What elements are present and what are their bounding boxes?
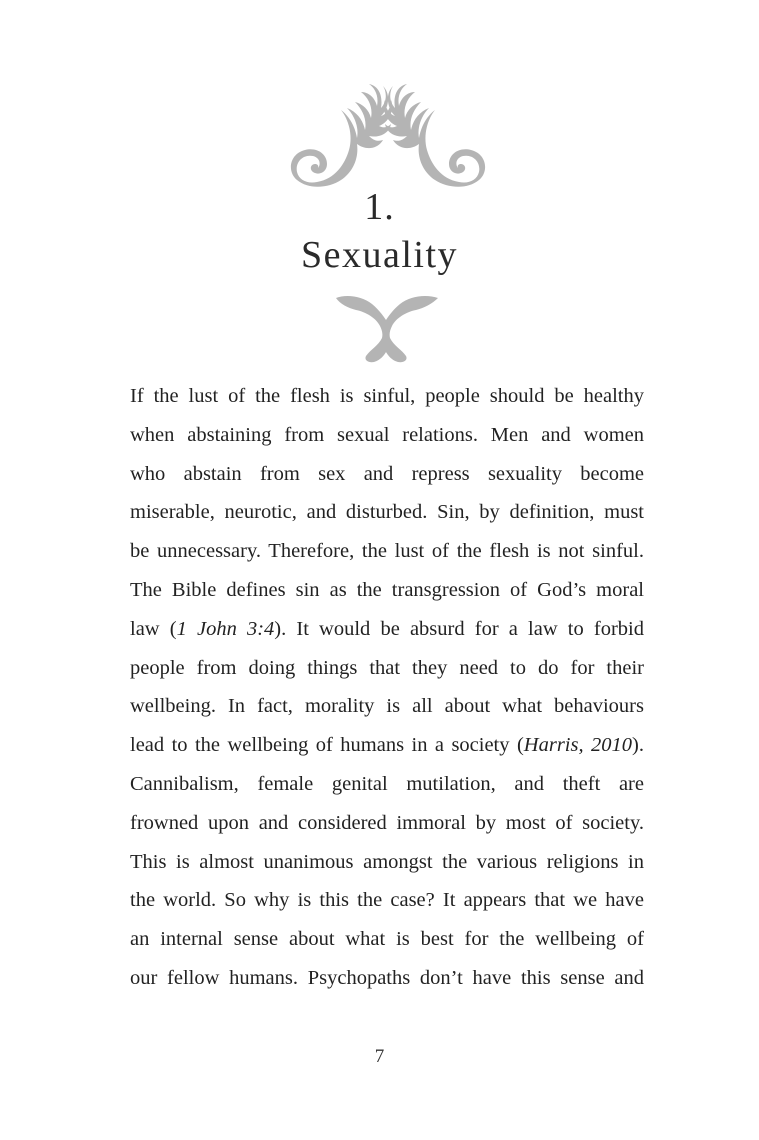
line-text: The Bible defines sin as the transgression of God’s moral: [130, 578, 644, 601]
text-line: [130, 959, 644, 998]
text-line: [130, 377, 644, 416]
text-line: [130, 571, 644, 610]
text-line: [130, 804, 644, 843]
text-line: [130, 765, 644, 804]
line-text: people from doing things that they need to do for their: [130, 656, 644, 679]
citation-text: Harris, 2010: [523, 734, 633, 757]
line-text: the world. So why is this the case? It appears that we have: [130, 889, 644, 912]
page-number: 7: [374, 1046, 385, 1067]
line-text: This is almost unanimous amongst the various religions in: [130, 850, 644, 873]
line-text: our fellow humans. Psychopaths don’t have this sense and: [130, 966, 644, 989]
text-line: [130, 610, 644, 649]
text-line: [130, 726, 644, 765]
line-text: ). It would be absurd for a law to forbid: [274, 617, 644, 640]
citation-text: 1 John 3:4: [176, 617, 275, 640]
text-line: [130, 416, 644, 455]
chapter-number: 1.: [364, 186, 395, 228]
text-line: [130, 881, 644, 920]
text-line: [130, 920, 644, 959]
line-text: lead to the wellbeing of humans in a society (: [130, 734, 524, 757]
line-text: an internal sense about what is best for the wellbeing of: [130, 928, 644, 951]
line-text: wellbeing. In fact, morality is all about what behaviours: [130, 695, 644, 718]
line-text: Cannibalism, female genital mutilation, and theft are: [130, 772, 644, 795]
chapter-title: Sexuality: [300, 234, 459, 276]
line-text: who abstain from sex and repress sexuality become: [130, 462, 644, 485]
line-text: frowned upon and considered immoral by most of society.: [130, 811, 644, 834]
text-line: [130, 843, 644, 882]
text-line: [130, 493, 644, 532]
text-line: [130, 532, 644, 571]
line-text: when abstaining from sexual relations. Men and women: [130, 423, 644, 446]
acanthus-ornament-icon: [283, 80, 493, 195]
text-line: [130, 649, 644, 688]
line-text: miserable, neurotic, and disturbed. Sin, by definition, must: [130, 501, 644, 524]
leaf-ornament-icon: [332, 292, 442, 364]
line-text: ).: [632, 734, 644, 757]
text-line: [130, 455, 644, 494]
line-text: law (: [130, 617, 177, 640]
text-line: [130, 687, 644, 726]
line-text: If the lust of the flesh is sinful, people should be healthy: [130, 385, 644, 407]
body-paragraph: [130, 377, 644, 998]
line-text: be unnecessary. Therefore, the lust of the flesh is not sinful.: [130, 540, 644, 563]
